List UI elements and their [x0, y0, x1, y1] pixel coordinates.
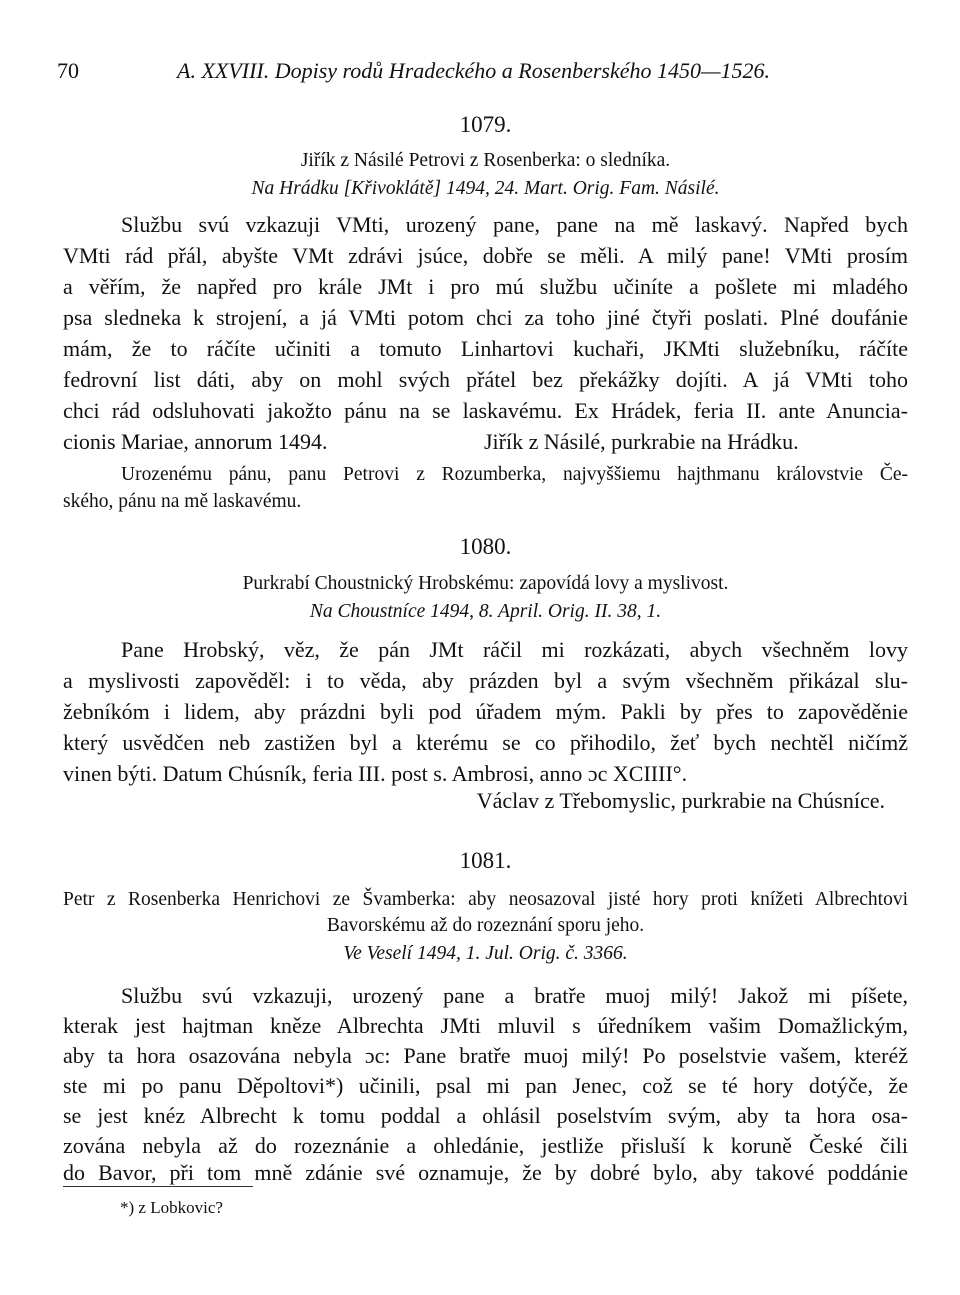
body-line: kterak jest hajtman kněze Albrechta JMti mluvil s úředníkem vašim Domažlickým,: [63, 1013, 908, 1038]
body-line: vinen býti. Datum Chúsník, feria III. post s. Ambrosi, anno ɔc XCIIII°.: [63, 761, 688, 786]
closing-date: cionis Mariae, annorum 1494.: [63, 429, 328, 454]
body-line: ste mi po panu Děpoltovi*) učinili, psal mi pan Jenec, což se té hory dotýče, že: [63, 1073, 908, 1098]
entry-source: Na Choustníce 1494, 8. April. Orig. II. 38, 1.: [309, 601, 662, 622]
body-line: chci rád odsluhovati jakožto pánu na se laskavému. Ex Hrádek, feria II. ante Anuncia-: [63, 398, 908, 423]
entry-number: 1079.: [459, 112, 512, 137]
entry-source: Na Hrádku [Křivoklátě] 1494, 24. Mart. Orig. Fam. Násilé.: [251, 178, 720, 199]
body-line: Pane Hrobský, věz, že pán JMt ráčil mi rozkázati, abych všechněm lovy: [121, 637, 908, 662]
entry-heading: Jiřík z Násilé Petrovi z Rosenberka: o sledníka.: [300, 150, 671, 171]
body-line: žebníkóm i lidem, aby prázdni byli pod úřadem mým. Pakli by přes to zapověděnie: [63, 699, 908, 724]
body-line: Službu svú vzkazuji, urozený pane a bratře muoj milý! Jakož mi píšete,: [121, 983, 908, 1008]
running-head: A. XXVIII. Dopisy rodů Hradeckého a Rosenberského 1450—1526.: [177, 58, 771, 83]
entry-number: 1081.: [459, 848, 512, 873]
footnote: *) z Lobkovic?: [120, 1198, 223, 1217]
signature: Václav z Třebomyslic, purkrabie na Chúsníce.: [476, 788, 885, 813]
body-line: mám, že to ráčíte učiniti a tomuto Linhartovi kuchaři, JKMti služebníku, ráčíte: [63, 336, 908, 361]
body-line: VMti rád přál, abyšte VMt zdrávi jsúce, dobře se měli. A milý pane! VMti prosím: [63, 243, 908, 268]
body-line: aby ta hora osazována nebyla ɔc: Pane bratře muoj milý! Po poselstvie vašem, kteréž: [63, 1043, 908, 1068]
body-line: a myslivosti zapověděl: i to věda, aby prázden byl a svým všechněm přikázal slu-: [63, 668, 908, 693]
page-number: 70: [57, 58, 79, 83]
entry-number: 1080.: [459, 534, 512, 559]
body-line: se jest knéz Albrecht k tomu poddal a ohlásil poselstvím svým, aby ta hora osa-: [63, 1103, 908, 1128]
address-line: ského, pánu na mě laskavému.: [63, 491, 302, 512]
closing-line: [63, 427, 908, 457]
body-line: který usvědčen neb zastižen byl a kterému se co přihodilo, žeť bych nechtěl ničímž: [63, 730, 908, 755]
body-line: psa sledneka k strojení, a já VMti potom chci za toho jiné čtyři poslati. Plné doufánie: [63, 305, 908, 330]
address-line: Urozenému pánu, panu Petrovi z Rozumberka, najvyššiemu hajthmanu královstvie Če-: [121, 464, 908, 485]
body-line: Službu svú vzkazuji VMti, urozený pane, pane na mě laskavý. Napřed bych: [121, 212, 908, 237]
entry-heading: Bavorskému až do rozeznání sporu jeho.: [326, 915, 645, 936]
entry-source: Ve Veselí 1494, 1. Jul. Orig. č. 3366.: [343, 943, 628, 964]
document-page: [57, 0, 908, 1295]
footnote-rule: [63, 1186, 253, 1187]
entry-heading: Petr z Rosenberka Henrichovi ze Švamberka: aby neosazoval jisté hory proti knížeti Albrechtovi: [63, 889, 908, 910]
signature: Jiřík z Násilé, purkrabie na Hrádku.: [484, 429, 799, 454]
body-line: zována nebyla až do rozeznánie a ohledánie, jestliže přisluší k koruně České čili: [63, 1133, 908, 1158]
body-line: fedrovní list dáti, aby on mohl svých přátel bez překážky dojíti. A já VMti toho: [63, 367, 908, 392]
page-header: [57, 58, 908, 88]
body-line: do Bavor, při tom mně zdánie své oznamuje, že by dobré bylo, aby takové poddánie: [63, 1160, 908, 1185]
body-line: a věřím, že napřed pro krále JMt i pro mú službu učiníte a pošlete mi mladého: [63, 274, 908, 299]
entry-heading: Purkrabí Choustnický Hrobskému: zapovídá lovy a myslivost.: [242, 573, 729, 594]
